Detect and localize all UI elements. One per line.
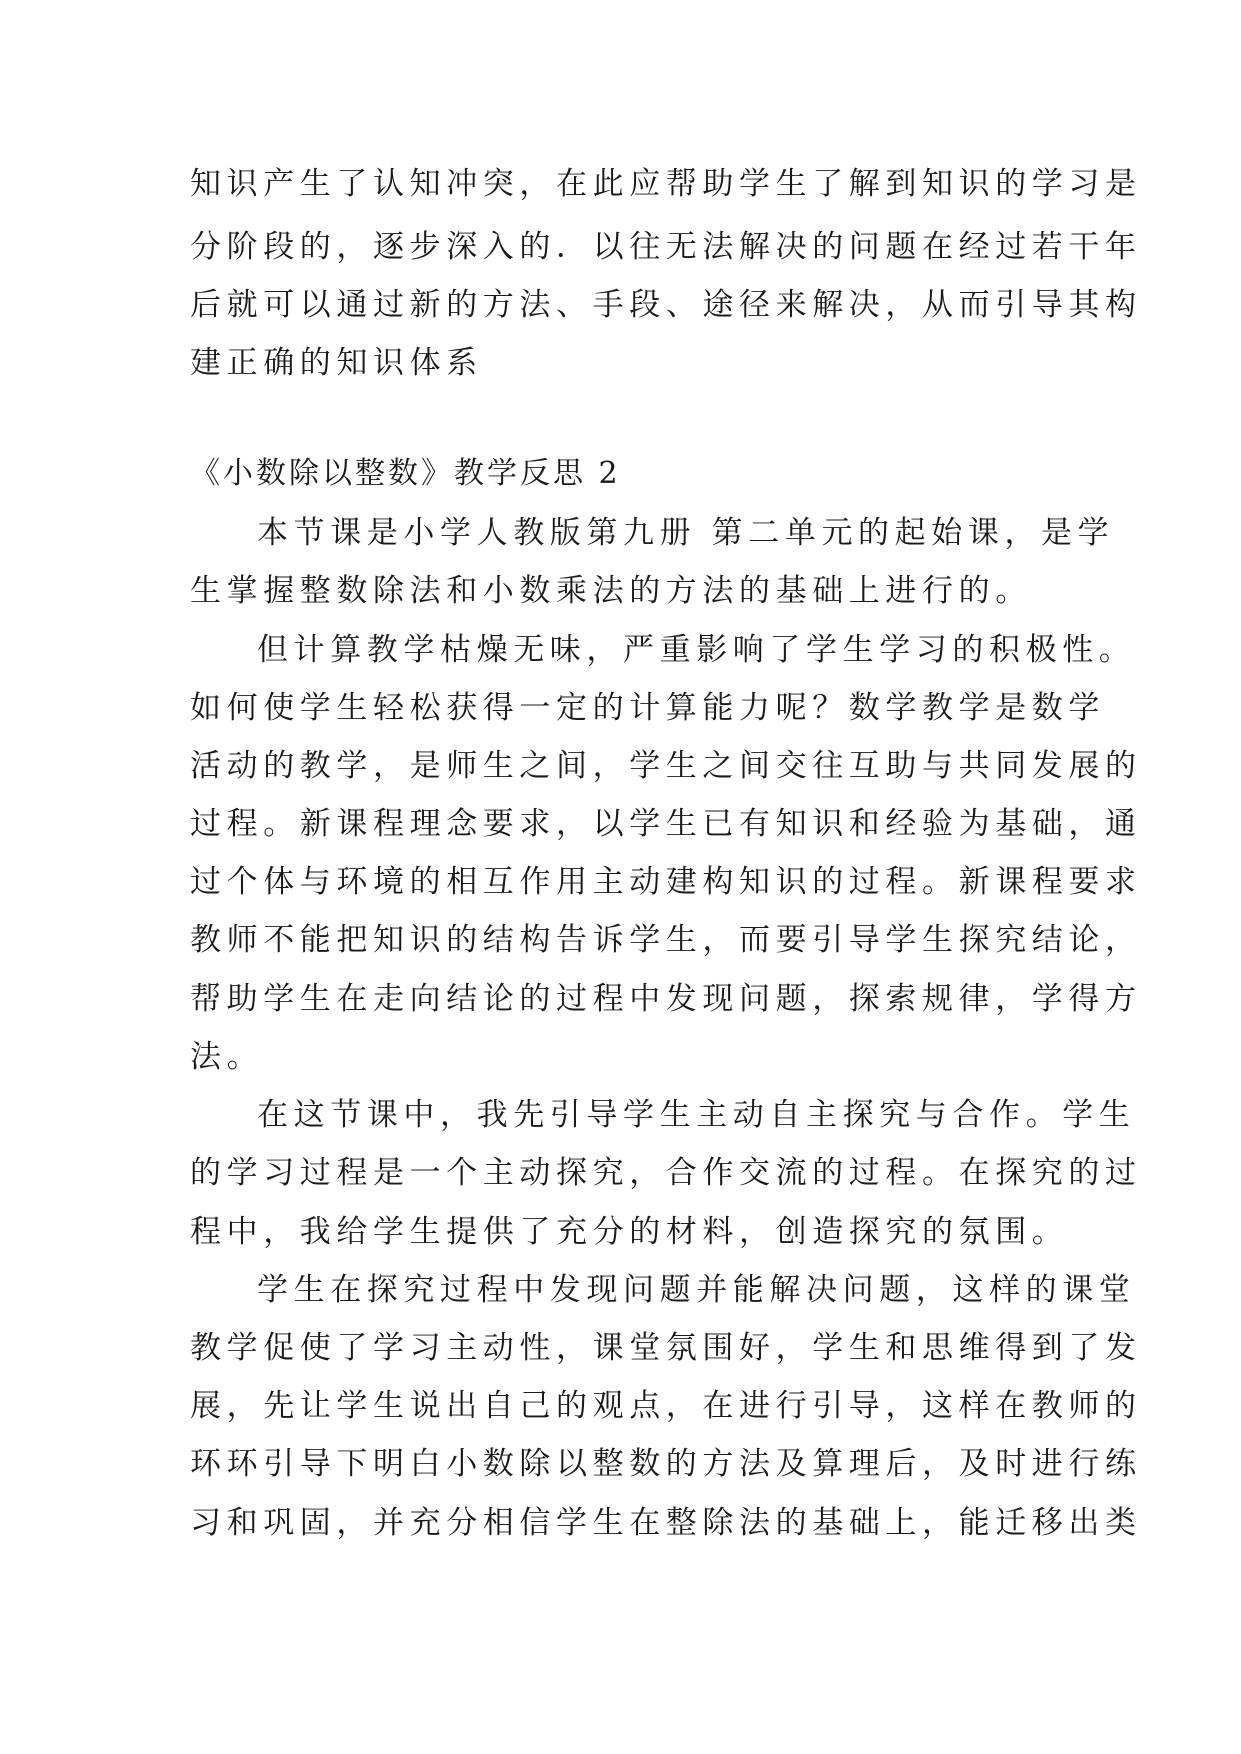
paragraph-3-line-7: 帮助学生在走向结论的过程中发现问题，探索规律，学得方 — [190, 981, 1142, 1017]
paragraph-3-line-3: 活动的教学，是师生之间，学生之间交往互助与共同发展的 — [190, 748, 1142, 784]
paragraph-3-line-4: 过程。新课程理念要求，以学生已有知识和经验为基础，通 — [190, 806, 1142, 842]
paragraph-2-line-2: 生掌握整数除法和小数乘法的方法的基础上进行的。 — [190, 573, 1032, 609]
paragraph-4-line-3: 程中，我给学生提供了充分的材料，创造探究的氛围。 — [190, 1214, 1069, 1250]
paragraph-5-line-1: 学生在探究过程中发现问题并能解决问题，这样的课堂 — [257, 1272, 1136, 1308]
paragraph-1-line-1: 知识产生了认知冲突，在此应帮助学生了解到知识的学习是 — [190, 166, 1142, 202]
paragraph-2-line-1: 本节课是小学人教版第九册 第二单元的起始课，是学 — [257, 515, 1115, 551]
paragraph-1-line-2: 分阶段的，逐步深入的．以往无法解决的问题在经过若干年 — [190, 229, 1142, 265]
paragraph-4-line-1: 在这节课中，我先引导学生主动自主探究与合作。学生 — [257, 1097, 1136, 1133]
paragraph-3-line-2: 如何使学生轻松获得一定的计算能力呢？数学教学是数学 — [190, 690, 1105, 726]
paragraph-3-line-1: 但计算教学枯燥无味，严重影响了学生学习的积极性。 — [257, 632, 1136, 668]
paragraph-1-line-4: 建正确的知识体系 — [190, 345, 483, 381]
paragraph-3-line-8: 法。 — [190, 1039, 264, 1075]
paragraph-1-line-3: 后就可以通过新的方法、手段、途径来解决，从而引导其构 — [190, 287, 1142, 323]
paragraph-3-line-5: 过个体与环境的相互作用主动建构知识的过程。新课程要求 — [190, 864, 1142, 900]
paragraph-5-line-4: 环环引导下明白小数除以整数的方法及算理后，及时进行练 — [190, 1446, 1142, 1482]
section-heading: 《小数除以整数》教学反思 2 — [190, 456, 621, 491]
paragraph-3-line-6: 教师不能把知识的结构告诉学生，而要引导学生探究结论， — [190, 922, 1142, 958]
paragraph-5-line-3: 展，先让学生说出自己的观点，在进行引导，这样在教师的 — [190, 1388, 1142, 1424]
paragraph-5-line-5: 习和巩固，并充分相信学生在整除法的基础上，能迁移出类 — [190, 1505, 1142, 1541]
paragraph-5-line-2: 教学促使了学习主动性，课堂氛围好，学生和思维得到了发 — [190, 1330, 1142, 1366]
paragraph-4-line-2: 的学习过程是一个主动探究，合作交流的过程。在探究的过 — [190, 1155, 1142, 1191]
